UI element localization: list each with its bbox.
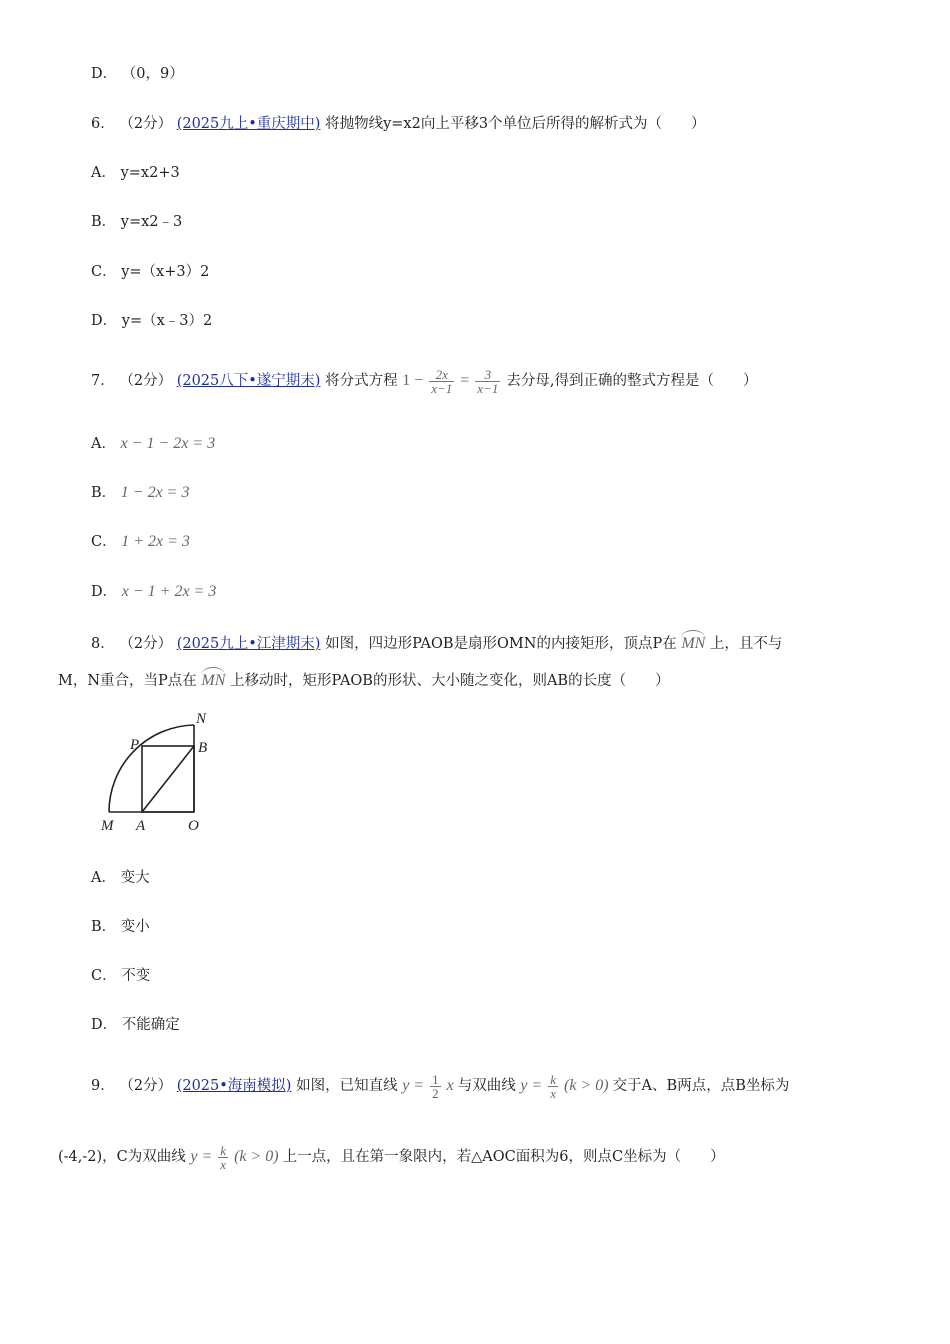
question-8: [91, 630, 782, 654]
option-text: x − 1 − 2x = 3: [120, 435, 216, 452]
label-a: A: [136, 818, 146, 834]
question-number: 8．: [91, 636, 115, 652]
sector-rectangle-figure: [98, 708, 218, 834]
option-letter: D．: [91, 1017, 118, 1033]
option-text: y=x2﹣3: [120, 214, 183, 230]
question-text-before: 将分式方程: [325, 373, 398, 390]
question-text: 上，且不与: [709, 636, 783, 652]
question-number: 9．: [91, 1078, 115, 1094]
option-letter: A．: [91, 870, 116, 886]
hyperbola-equation: y = $\frac{k}{x}$ (k > 0): [520, 1071, 609, 1101]
arc-mn: MN: [681, 630, 705, 654]
question-score: （2分）: [119, 373, 173, 390]
option-letter: A．: [91, 436, 116, 452]
option-letter: C．: [91, 264, 117, 280]
question-6: [91, 114, 706, 134]
line-equation: y = $\frac{1}{2}$ x: [402, 1071, 454, 1101]
question-text: 上一点，且在第一象限内，若△AOC面积为6，则点C坐标为（ ）: [282, 1149, 725, 1165]
q8-option-a[interactable]: [91, 868, 150, 888]
option-text: y=x2+3: [120, 165, 180, 181]
q6-option-c[interactable]: [91, 262, 209, 282]
q6-option-a[interactable]: [91, 163, 180, 183]
option-letter: A．: [91, 165, 116, 181]
q8-option-d[interactable]: [91, 1015, 180, 1035]
option-text: 变大: [120, 870, 150, 886]
label-o: O: [188, 818, 199, 834]
option-text: 不能确定: [121, 1017, 180, 1033]
label-b: B: [198, 740, 208, 756]
question-text-after: 去分母,得到正确的整式方程是（ ）: [506, 373, 758, 390]
question-score: （2分）: [119, 636, 173, 652]
fraction-equation: 1 − $\frac{2x}{x-1}$ = $\frac{3}{x-1}$: [402, 367, 499, 396]
question-source-link[interactable]: (2025•海南模拟): [176, 1078, 292, 1094]
option-letter: B．: [91, 919, 117, 935]
option-text: y=（x+3）2: [121, 264, 210, 280]
segment-ab: [142, 746, 194, 812]
option-letter: C．: [91, 534, 117, 550]
option-letter: D．: [91, 313, 118, 329]
q6-option-d[interactable]: [91, 311, 212, 331]
q7-option-b[interactable]: [91, 483, 189, 503]
q7-option-c[interactable]: [91, 532, 190, 552]
option-text: 变小: [120, 919, 150, 935]
hyperbola-equation: y = $\frac{k}{x}$ (k > 0): [190, 1142, 279, 1172]
question-source-link[interactable]: (2025九上•江津期末): [176, 636, 321, 652]
question-text: 交于A、B两点，点B坐标为: [612, 1078, 790, 1094]
option-letter: D．: [91, 66, 118, 82]
question-number: 6．: [91, 116, 115, 132]
arc-mn: MN: [201, 667, 225, 691]
option-letter: D．: [91, 584, 118, 600]
question-text: 上移动时，矩形PAOB的形状、大小随之变化，则AB的长度（ ）: [230, 673, 670, 689]
option-text: 不变: [121, 968, 151, 984]
option-text: x − 1 + 2x = 3: [121, 583, 217, 600]
question-source-link[interactable]: (2025九上•重庆期中): [176, 116, 321, 132]
question-score: （2分）: [119, 1078, 173, 1094]
question-score: （2分）: [119, 116, 173, 132]
question-text: M，N重合，当P点在: [58, 673, 197, 689]
option-letter: B．: [91, 214, 117, 230]
option-text: 1 + 2x = 3: [121, 533, 190, 550]
question-8-line2: [58, 667, 670, 691]
question-9: [91, 1072, 789, 1100]
question-text: 如图，已知直线: [296, 1078, 398, 1094]
question-source-link[interactable]: (2025八下•遂宁期末): [176, 373, 321, 390]
q6-option-b[interactable]: [91, 212, 182, 232]
q8-option-b[interactable]: [91, 917, 150, 937]
option-text: y=（x﹣3）2: [121, 313, 213, 329]
option-letter: C．: [91, 968, 117, 984]
q7-option-d[interactable]: [91, 582, 216, 602]
question-text: 将抛物线y=x2向上平移3个单位后所得的解析式为（ ）: [325, 116, 706, 132]
question-text: 与双曲线: [457, 1078, 516, 1094]
option-text: （0，9）: [121, 66, 184, 82]
question-7: [91, 368, 757, 395]
question-text: (-4,-2)，C为双曲线: [58, 1149, 186, 1165]
q8-option-c[interactable]: [91, 966, 150, 986]
option-text: 1 − 2x = 3: [120, 484, 190, 501]
question-number: 7．: [91, 373, 115, 390]
q7-option-a[interactable]: [91, 434, 215, 454]
label-p: P: [130, 737, 140, 753]
option-letter: B．: [91, 485, 117, 501]
label-m: M: [101, 818, 114, 834]
question-9-line2: [58, 1143, 725, 1171]
option-d-prev: [91, 64, 184, 84]
label-n: N: [196, 711, 207, 727]
question-text: 如图，四边形PAOB是扇形OMN的内接矩形，顶点P在: [325, 636, 677, 652]
